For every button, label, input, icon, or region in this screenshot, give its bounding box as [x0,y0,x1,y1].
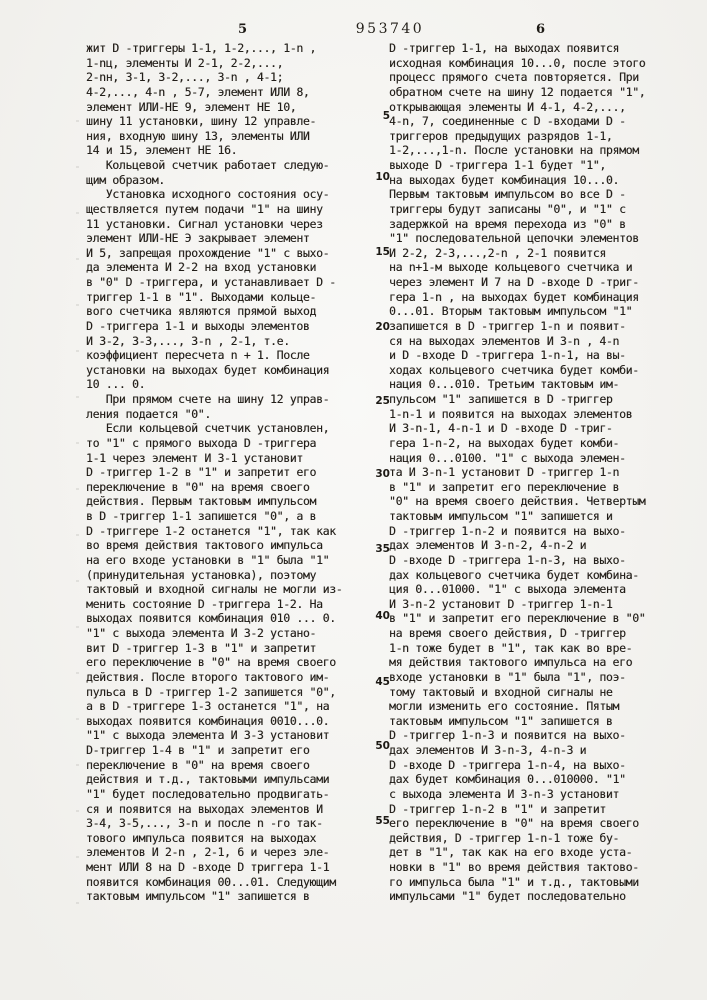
right-page-number: 6 [536,22,546,37]
text-line: D -триггер 1-n-2 и появится на выхо- [389,523,626,538]
text-line: "1" будет последовательно продвигать- [86,786,330,801]
text-line: 1-n-1 и появится на выходах элементов [389,406,633,421]
text-line: с выхода элемента И 3-n-3 установит [389,786,620,801]
text-line: переключение в "0" на время своего [86,757,310,772]
text-line: тового импульса появится на выходах [86,830,317,845]
text-line: И 3-n-1, 4-n-1 и D -входе D -триг- [389,421,613,436]
text-line: входе установки в "1" была "1", поэ- [389,669,626,684]
text-line: менить состояние D -триггера 1-2. На [86,596,323,611]
text-line: на n+1-м выходе кольцевого счетчика и [389,260,633,275]
text-line: вит D -триггер 1-3 в "1" и запретит [86,640,317,655]
text-line: И 3-n-2 установит D -триггер 1-n-1 [389,596,613,611]
text-line: дах кольцевого счетчика будет комбина- [389,567,639,582]
text-line: его переключение в "0" на время своего [86,655,336,670]
text-line: вого счетчика являются прямой выход [86,304,317,319]
text-line: ления подается "0". [86,406,211,421]
text-line: его переключение в "0" на время своего [389,816,639,831]
text-line: установки на выходах будет комбинация [86,362,330,377]
text-line: 10 ... 0. [86,377,146,392]
text-line: Установка исходного состояния осу- [86,187,330,202]
text-line: D -триггера 1-1 и выходы элементов [86,318,310,333]
text-line: D-триггер 1-4 в "1" и запретит его [86,743,310,757]
text-line: D -триггер 1-2 в "1" и запретит его [86,465,317,480]
text-line: Если кольцевой счетчик установлен, [86,421,330,436]
text-line: выходе D -триггера 1-1 будет "1", [389,158,606,172]
text-line: да элемента И 2-2 на вход установки [86,260,317,275]
text-line: исходная комбинация 10...0, после этого [389,55,646,70]
text-line: тактовым импульсом "1" запишется в [389,713,613,728]
text-line: D -триггер 1-n-2 в "1" и запретит [389,801,606,816]
text-line: Кольцевой счетчик работает следую- [86,158,330,172]
text-line: 4-n, 7, соединенные с D -входами D - [389,114,626,129]
text-line: задержкой на время перехода из "0" в [389,216,626,231]
text-line: D -входе D -триггера 1-n-4, на выхо- [389,757,626,772]
text-line: элемент ИЛИ-НЕ Э закрывает элемент [86,231,310,246]
line-number: 30 [375,468,390,480]
text-line: а в D -триггере 1-3 останется "1", на [86,699,330,714]
text-line: действия. Первым тактовым импульсом [86,494,317,509]
text-line: мент ИЛИ 8 на D -входе D триггера 1-1 [86,860,330,874]
text-line: появится комбинация 00...01. Следующим [86,874,336,889]
text-line: тактовым импульсом "1" запишется в [86,889,310,904]
line-number: 15 [375,246,390,258]
text-line: запишется в D -триггер 1-n и появит- [389,318,626,333]
text-line: в D -триггер 1-1 запишется "0", а в [86,509,317,523]
text-line: то "1" с прямого выхода D -триггера [86,435,317,450]
text-line: D -триггере 1-2 останется "1", так как [86,523,336,538]
text-line: переключение в "0" на время своего [86,479,310,494]
text-line: D -триггер 1-1, на выходах появится [389,41,620,55]
text-line: Первым тактовым импульсом во все D - [389,187,626,202]
text-line: ния, входную шину 13, элементы ИЛИ [86,128,310,143]
text-line: та И 3-n-1 установит D -триггер 1-n [389,465,620,480]
text-line: И 3-2, 3-3,..., 3-n , 2-1, т.е. [86,333,290,348]
text-line: ся и появится на выходах элементов И [86,801,323,816]
text-line: дет в "1", так как на его входе уста- [389,845,633,860]
patent-number: 953740 [355,21,425,37]
text-line: в "1" и запретит его переключение в "0" [389,611,646,626]
text-line: действия и т.д., тактовыми импульсами [86,772,330,787]
text-line: процесс прямого счета повторяется. При [389,70,639,85]
text-line: ция 0...01000. "1" с выхода элемента [389,582,626,597]
text-line: "1" последовательной цепочки элементов [389,231,639,246]
line-number: 5 [382,110,390,122]
line-number: 20 [375,321,390,333]
text-line: триггер 1-1 в "1". Выходами кольце- [86,289,317,304]
text-line: и D -входе D -триггера 1-n-1, на вы- [389,348,626,363]
text-line: коэффициент пересчета n + 1. После [86,348,310,363]
text-line: могли изменить его состояние. Пятым [389,699,620,714]
text-line: пульсом "1" запишется в D -триггер [389,392,613,406]
text-line: элемент ИЛИ-НЕ 9, элемент НЕ 10, [86,99,297,114]
line-number: 25 [375,395,390,407]
text-line: на его входе установки в "1" была "1" [86,552,330,567]
text-line: 14 и 15, элемент НЕ 16. [86,143,238,158]
text-line: элементов И 2-n , 2-1, 6 и через эле- [86,845,330,860]
text-line: D -входе D -триггера 1-n-3, на выхо- [389,552,626,567]
text-line: 1-n тоже будет в "1", так как во вре- [389,640,633,655]
text-line: через элемент И 7 на D -входе D -триг- [389,275,639,289]
text-line: выходах появится комбинация 010 ... 0. [86,611,336,626]
text-line: И 5, запрещая прохождение "1" с выхо- [86,245,330,260]
text-line: дах будет комбинация 0...010000. "1" [389,772,626,787]
text-line: в "1" и запретит его переключение в [389,479,620,494]
text-line: 1-nц, элементы И 2-1, 2-2,..., [86,55,284,70]
text-line: "1" с выхода элемента И 3-3 установит [86,728,330,743]
line-number: 45 [375,676,390,688]
text-line: триггеров предыдущих разрядов 1-1, [389,128,613,143]
text-line: шину 11 установки, шину 12 управле- [86,114,317,129]
text-line: 1-1 через элемент И 3-1 установит [86,450,303,465]
text-line: При прямом счете на шину 12 управ- [86,392,330,406]
text-line: тактовым импульсом "1" запишется и [389,509,613,523]
text-line: щим образом. [86,172,165,187]
text-line: ществляется путем подачи "1" на шину [86,201,323,216]
text-line: дах элементов И 3-n-2, 4-n-2 и [389,538,587,553]
text-line: 1-2,...,1-n. После установки на прямом [389,143,639,158]
text-line: И 2-2, 2-3,...,2-n , 2-1 появится [389,245,606,260]
text-line: действия. После второго тактового им- [86,669,330,684]
left-page-number: 5 [238,22,248,37]
text-line: выходах появится комбинация 0010...0. [86,713,330,728]
text-line: во время действия тактового импульса [86,538,323,553]
text-line: гера 1-n-2, на выходах будет комби- [389,435,620,450]
text-line: новки в "1" во время действия тактово- [389,860,639,874]
text-line: тому тактовый и входной сигналы не [389,684,613,699]
line-number: 55 [375,815,390,827]
text-line: D -триггер 1-n-3 и появится на выхо- [389,728,626,743]
text-line: тактовый и входной сигналы не могли из- [86,582,343,597]
text-line: жит D -триггеры 1-1, 1-2,..., 1-n , [86,41,317,55]
line-number: 50 [375,740,390,752]
text-line: ходах кольцевого счетчика будет комби- [389,362,639,377]
line-number: 10 [375,171,390,183]
text-line: на выходах будет комбинация 10...0. [389,172,620,187]
text-line: нация 0...0100. "1" с выхода элемен- [389,450,626,465]
text-line: 0...01. Вторым тактовым импульсом "1" [389,304,633,319]
text-line: обратном счете на шину 12 подается "1", [389,84,646,99]
text-line: "1" с выхода элемента И 3-2 устано- [86,626,317,640]
text-line: импульсами "1" будет последовательно [389,889,626,904]
text-line: действия, D -триггер 1-n-1 тоже бу- [389,830,620,845]
text-line: 4-2,..., 4-n , 5-7, элемент ИЛИ 8, [86,84,310,99]
text-line: ся на выходах элементов И 3-n , 4-n [389,333,620,348]
text-line: в "0" D -триггера, и устанавливает D - [86,275,336,289]
text-line: "0" на время своего действия. Четвертым [389,494,646,509]
text-line: нация 0...010. Третьим тактовым им- [389,377,620,392]
line-number: 40 [375,610,390,622]
text-line: триггеры будут записаны "0", и "1" с [389,201,626,216]
text-line: (принудительная установка), поэтому [86,567,317,582]
text-line: на время своего действия, D -триггер [389,626,626,640]
text-line: пульса в D -триггер 1-2 запишется "0", [86,684,336,699]
text-line: дах элементов И 3-n-3, 4-n-3 и [389,743,587,757]
text-line: мя действия тактового импульса на его [389,655,633,670]
text-line: 11 установки. Сигнал установки через [86,216,323,231]
line-number: 35 [375,543,390,555]
text-line: открывающая элементы И 4-1, 4-2,..., [389,99,626,114]
text-line: 2-nн, 3-1, 3-2,..., 3-n , 4-1; [86,70,284,85]
text-line: го импульса была "1" и т.д., тактовыми [389,874,639,889]
text-line: 3-4, 3-5,..., 3-n и после n -го так- [86,816,323,831]
text-line: гера 1-n , на выходах будет комбинация [389,289,639,304]
